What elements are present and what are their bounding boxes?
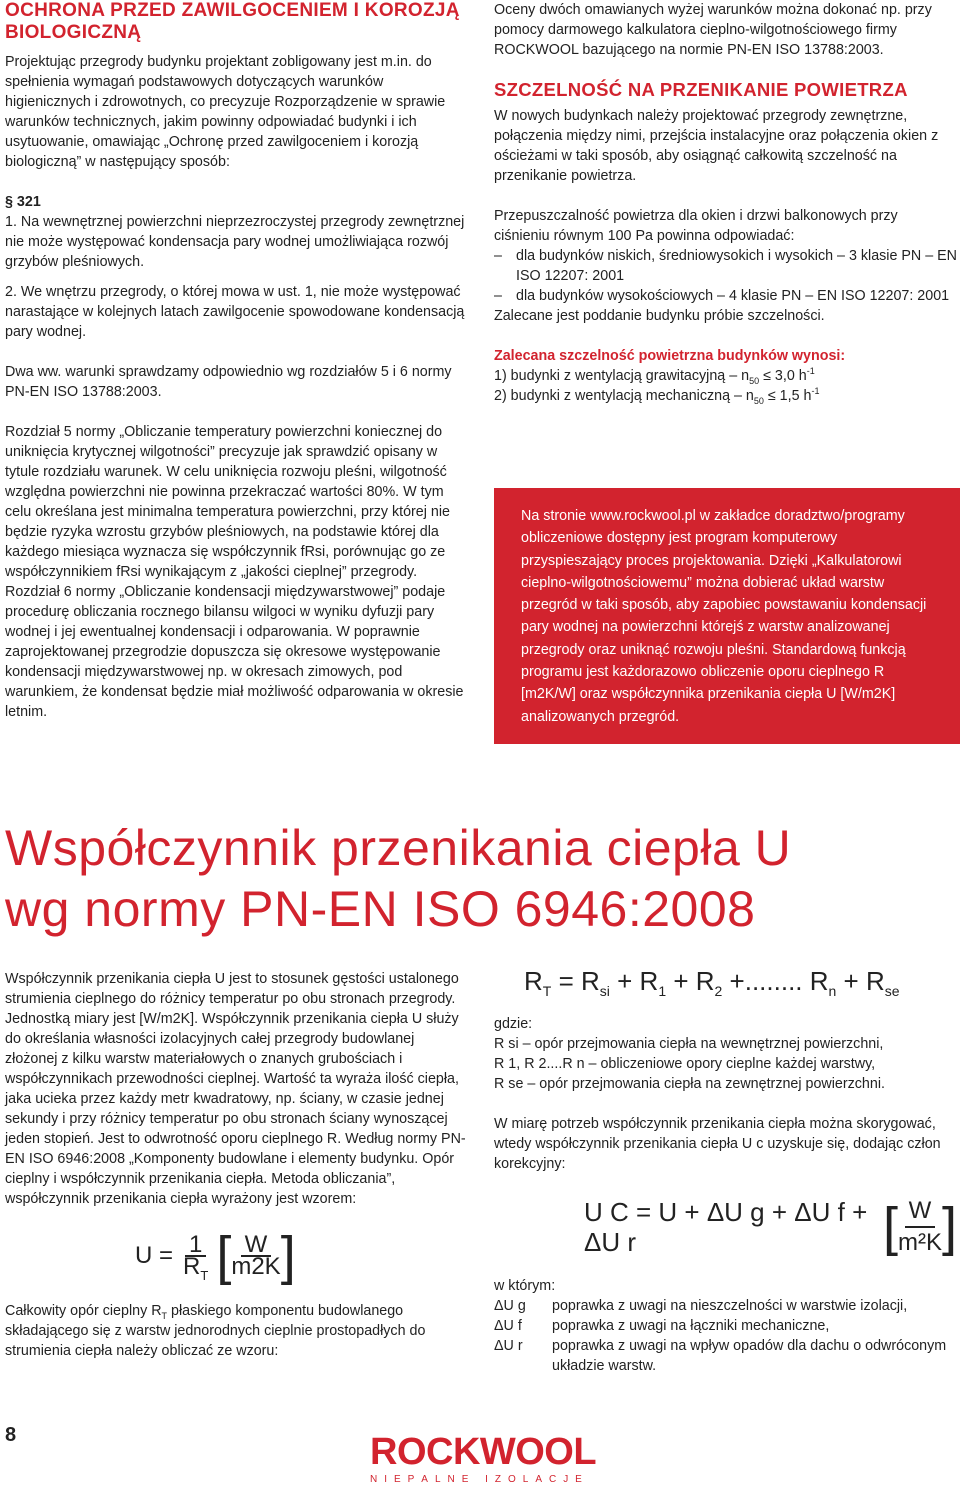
u-definition-paragraph: Współczynnik przenikania ciepła U jest to stosunek gęstości ustalonego strumienia cieplnego do różnicy temperatur po obu stronach przegrody. Jednostką miary jest [W/m2K]. Współczynnik przenikania ciepła U służy do określania własności izolacyjnych całej przegrody budowlanej złożonej z kilku warstw materiałowych o znanych grubościach i współczynnikach przewodności cieplnej. Wartość ta wyraża ilość ciepła, jaka ucieka przez każdy metr kwadratowy, np. ściany, w czasie jednej sekundy i przy różnicy temperatur po obu stronach ściany wynoszącej jeden stopień. Jest to odwrotność oporu cieplnego R. Według normy PN-EN ISO 6946:2008 „Komponenty budowlane i elementy budynku. Opór cieplny i współczynnik przenikania ciepła. Metoda obliczania”, współczynnik przenikania ciepła wyrażony jest wzorem:	[5, 971, 466, 1207]
calculator-info-box	[494, 488, 960, 744]
calculator-paragraph: Oceny dwóch omawianych wyżej warunków można dokonać np. przy pomocy darmowego kalkulatora cieplno-wilgotnościowego firmy ROCKWOOL bazującego na normie PN-EN ISO 13788:2003.	[494, 2, 932, 58]
u-fraction: $\frac{1}{R_T}$	[183, 1231, 209, 1283]
total-resistance-paragraph: Całkowity opór cieplny $R_T$ płaskiego komponentu budowlanego składającego się z warstw jednorodnych cieplnie prostopadłych do strumienia ciepła należy obliczać ze wzoru:	[5, 1303, 426, 1359]
check-paragraph: Dwa ww. warunki sprawdzamy odpowiednio wg rozdziałów 5 i 6 normy PN-EN ISO 13788:2003.	[5, 364, 452, 400]
u-unit-fraction: $\frac{W}{m2K}$	[231, 1231, 281, 1280]
chapter-5-paragraph: Rozdział 5 normy „Obliczanie temperatury powierzchni koniecznej do uniknięcia krytycznej wilgotności” precyzuje jak sprawdzić opisany w tytule rozdziału warunek. W celu uniknięcia rozwoju pleśni, wilgotność względna powierzchni nie powinna przekraczać wartości 80%. W tym celu określana jest minimalna temperatura powierzchni, przy której nie będzie ryzyka wzrostu grzybów pleśniowych, na podstawie której dla każdego miesiąca wyznacza się współczynnik fRsi, porównując go ze współczynnikiem fRsi wynikającym z „jakości cieplnej” przegrody.	[5, 424, 450, 580]
section-heading-moisture: OCHRONA PRZED ZAWILGOCENIEM I KOROZJĄ BIOLOGICZNĄ	[5, 0, 460, 43]
left-column	[5, 0, 469, 722]
point-2: 2. We wnętrzu przegrody, o której mowa w ust. 1, nie może występować narastające w kolejnych latach zawilgocenie spowodowane kondensacją pary wodnej.	[5, 284, 465, 340]
in-which-label: w którym:	[494, 1278, 556, 1294]
calculator-info-text: Na stronie www.rockwool.pl w zakładce doradztwo/programy obliczeniowe dostępny jest program komputerowy przyspieszający proces projektowania. Dzięki „Kalkulatorowi cieplno-wilgotnościowemu” można dobierać układ warstw przegród w taki sposób, aby zapobiec powstawaniu kondensacji pary wodnej na powierzchni którejś z warstw analizowanej przegrody oraz uniknąć rozwoju pleśni. Standardową funkcją programu jest każdorazowo obliczenie oporu cieplnego R [m2K/W] oraz współczynnika przenikania ciepła U [W/m2K] analizowanych przegród.	[521, 508, 927, 725]
section-heading-airtightness: SZCZELNOŚĆ NA PRZENIKANIE POWIETRZA	[494, 79, 908, 100]
airtightness-paragraph: W nowych budynkach należy projektować przegrody zewnętrzne, połączenia między nimi, przejścia instalacyjne oraz połączenia okien z ościeżami w taki sposób, aby osiągnąć całkowitą szczelność na przenikanie powietrza.	[494, 108, 939, 184]
u-formula: U = $\frac{1}{R_T}$ [ $\frac{W}{m2K}$ ]	[135, 1226, 296, 1286]
def-rsi: R si – opór przejmowania ciepła na wewnętrznej powierzchni,	[494, 1036, 884, 1052]
def-rn: R 1, R 2....R n – obliczeniowe opory cieplne każdej warstwy,	[494, 1056, 876, 1072]
formula-column	[494, 966, 957, 1376]
where-label: gdzie:	[494, 1016, 533, 1032]
logo-tagline: N I E P A L N E I Z O L A C J E	[370, 1474, 582, 1485]
permeability-intro: Przepuszczalność powietrza dla okien i drzwi balkonowych przy ciśnieniu równym 100 Pa powinna odpowiadać:	[494, 208, 898, 244]
u-definition-column	[5, 969, 469, 1361]
dash-item-1: – dla budynków niskich, średniowysokich i wysokich – 3 klasie PN – EN ISO 12207: 2001	[494, 248, 958, 284]
right-column	[494, 0, 957, 406]
def-rse: R se – opór przejmowania ciepła na zewnętrznej powierzchni.	[494, 1076, 885, 1092]
section-mark: § 321	[5, 194, 41, 210]
chapter-6-paragraph: Rozdział 6 normy „Obliczanie kondensacji międzywarstwowej” podaje procedurę obliczania rocznego bilansu wilgoci w wyniku dyfuzji pary wodnej i jej ewentualnej kondensacji i odparowania. W poprawnie zaprojektowanej przegrodzie dopuszcza się okresowe występowanie kondensacji międzywarstwowej np. w okresach zimowych, pod warunkiem, że kondensat będzie miał możliwość odparowania w okresie letnim.	[5, 584, 464, 720]
point-1: 1. Na wewnętrznej powierzchni nieprzezroczystej przegrody zewnętrznej nie może występować kondensacja pary wodnej umożliwiająca rozwój grzybów pleśniowych.	[5, 214, 465, 270]
page-title-line-2: wg normy PN-EN ISO 6946:2008	[5, 881, 756, 937]
correction-paragraph: W miarę potrzeb współczynnik przenikania ciepła można skorygować, wtedy współczynnik przenikania ciepła U c uzyskuje się, dodając człon korekcyjny:	[494, 1116, 941, 1172]
recommended-item-2: 2) budynki z wentylacją mechaniczną – $n_{50} \le 1,5$ $h^{-1}$	[494, 386, 820, 406]
recommended-item-1: 1) budynki z wentylacją grawitacyjną – $n_{50} \le 3,0$ $h^{-1}$	[494, 366, 815, 386]
intro-paragraph: Projektując przegrody budynku projektant zobligowany jest m.in. do spełnienia wymagań podstawowych dotyczących warunków higienicznych i zdrowotnych, co precyzuje Rozporządzenie w sprawie warunków technicznych, jakim powinny odpowiadać budynki i ich usytuowanie, omawiając „Ochronę przed zawilgoceniem i korozją biologiczną” w następujący sposób:	[5, 54, 446, 170]
uc-formula: U C = U + ΔU g + ΔU f + ΔU r [ $\frac{W}{\text{m²K}}$ ]	[584, 1197, 957, 1257]
page-number: 8	[5, 1424, 17, 1446]
recommended-heading: Zalecana szczelność powietrzna budynków wynosi:	[494, 348, 846, 364]
page-title	[5, 818, 791, 940]
recommend-paragraph: Zalecane jest poddanie budynku próbie szczelności.	[494, 308, 825, 324]
dash-item-2: – dla budynków wysokościowych – 4 klasie PN – EN ISO 12207: 2001	[494, 288, 950, 304]
rockwool-logo: ROCKWOOL N I E P A L N E I Z O L A C J E	[370, 1431, 597, 1485]
page-title-line-1: Współczynnik przenikania ciepła U	[5, 820, 792, 876]
rt-formula: $R_T = R_{si} + R_1 + R_2$ +........ $R_n + R_{se}$	[524, 966, 900, 1000]
correction-list: ΔU g poprawka z uwagi na nieszczelności w warstwie izolacji, ΔU f poprawka z uwagi na łączniki mechaniczne, ΔU r poprawka z uwagi na wpływ opadów dla dachu o odwróconym układzie warstw.	[494, 1298, 947, 1374]
